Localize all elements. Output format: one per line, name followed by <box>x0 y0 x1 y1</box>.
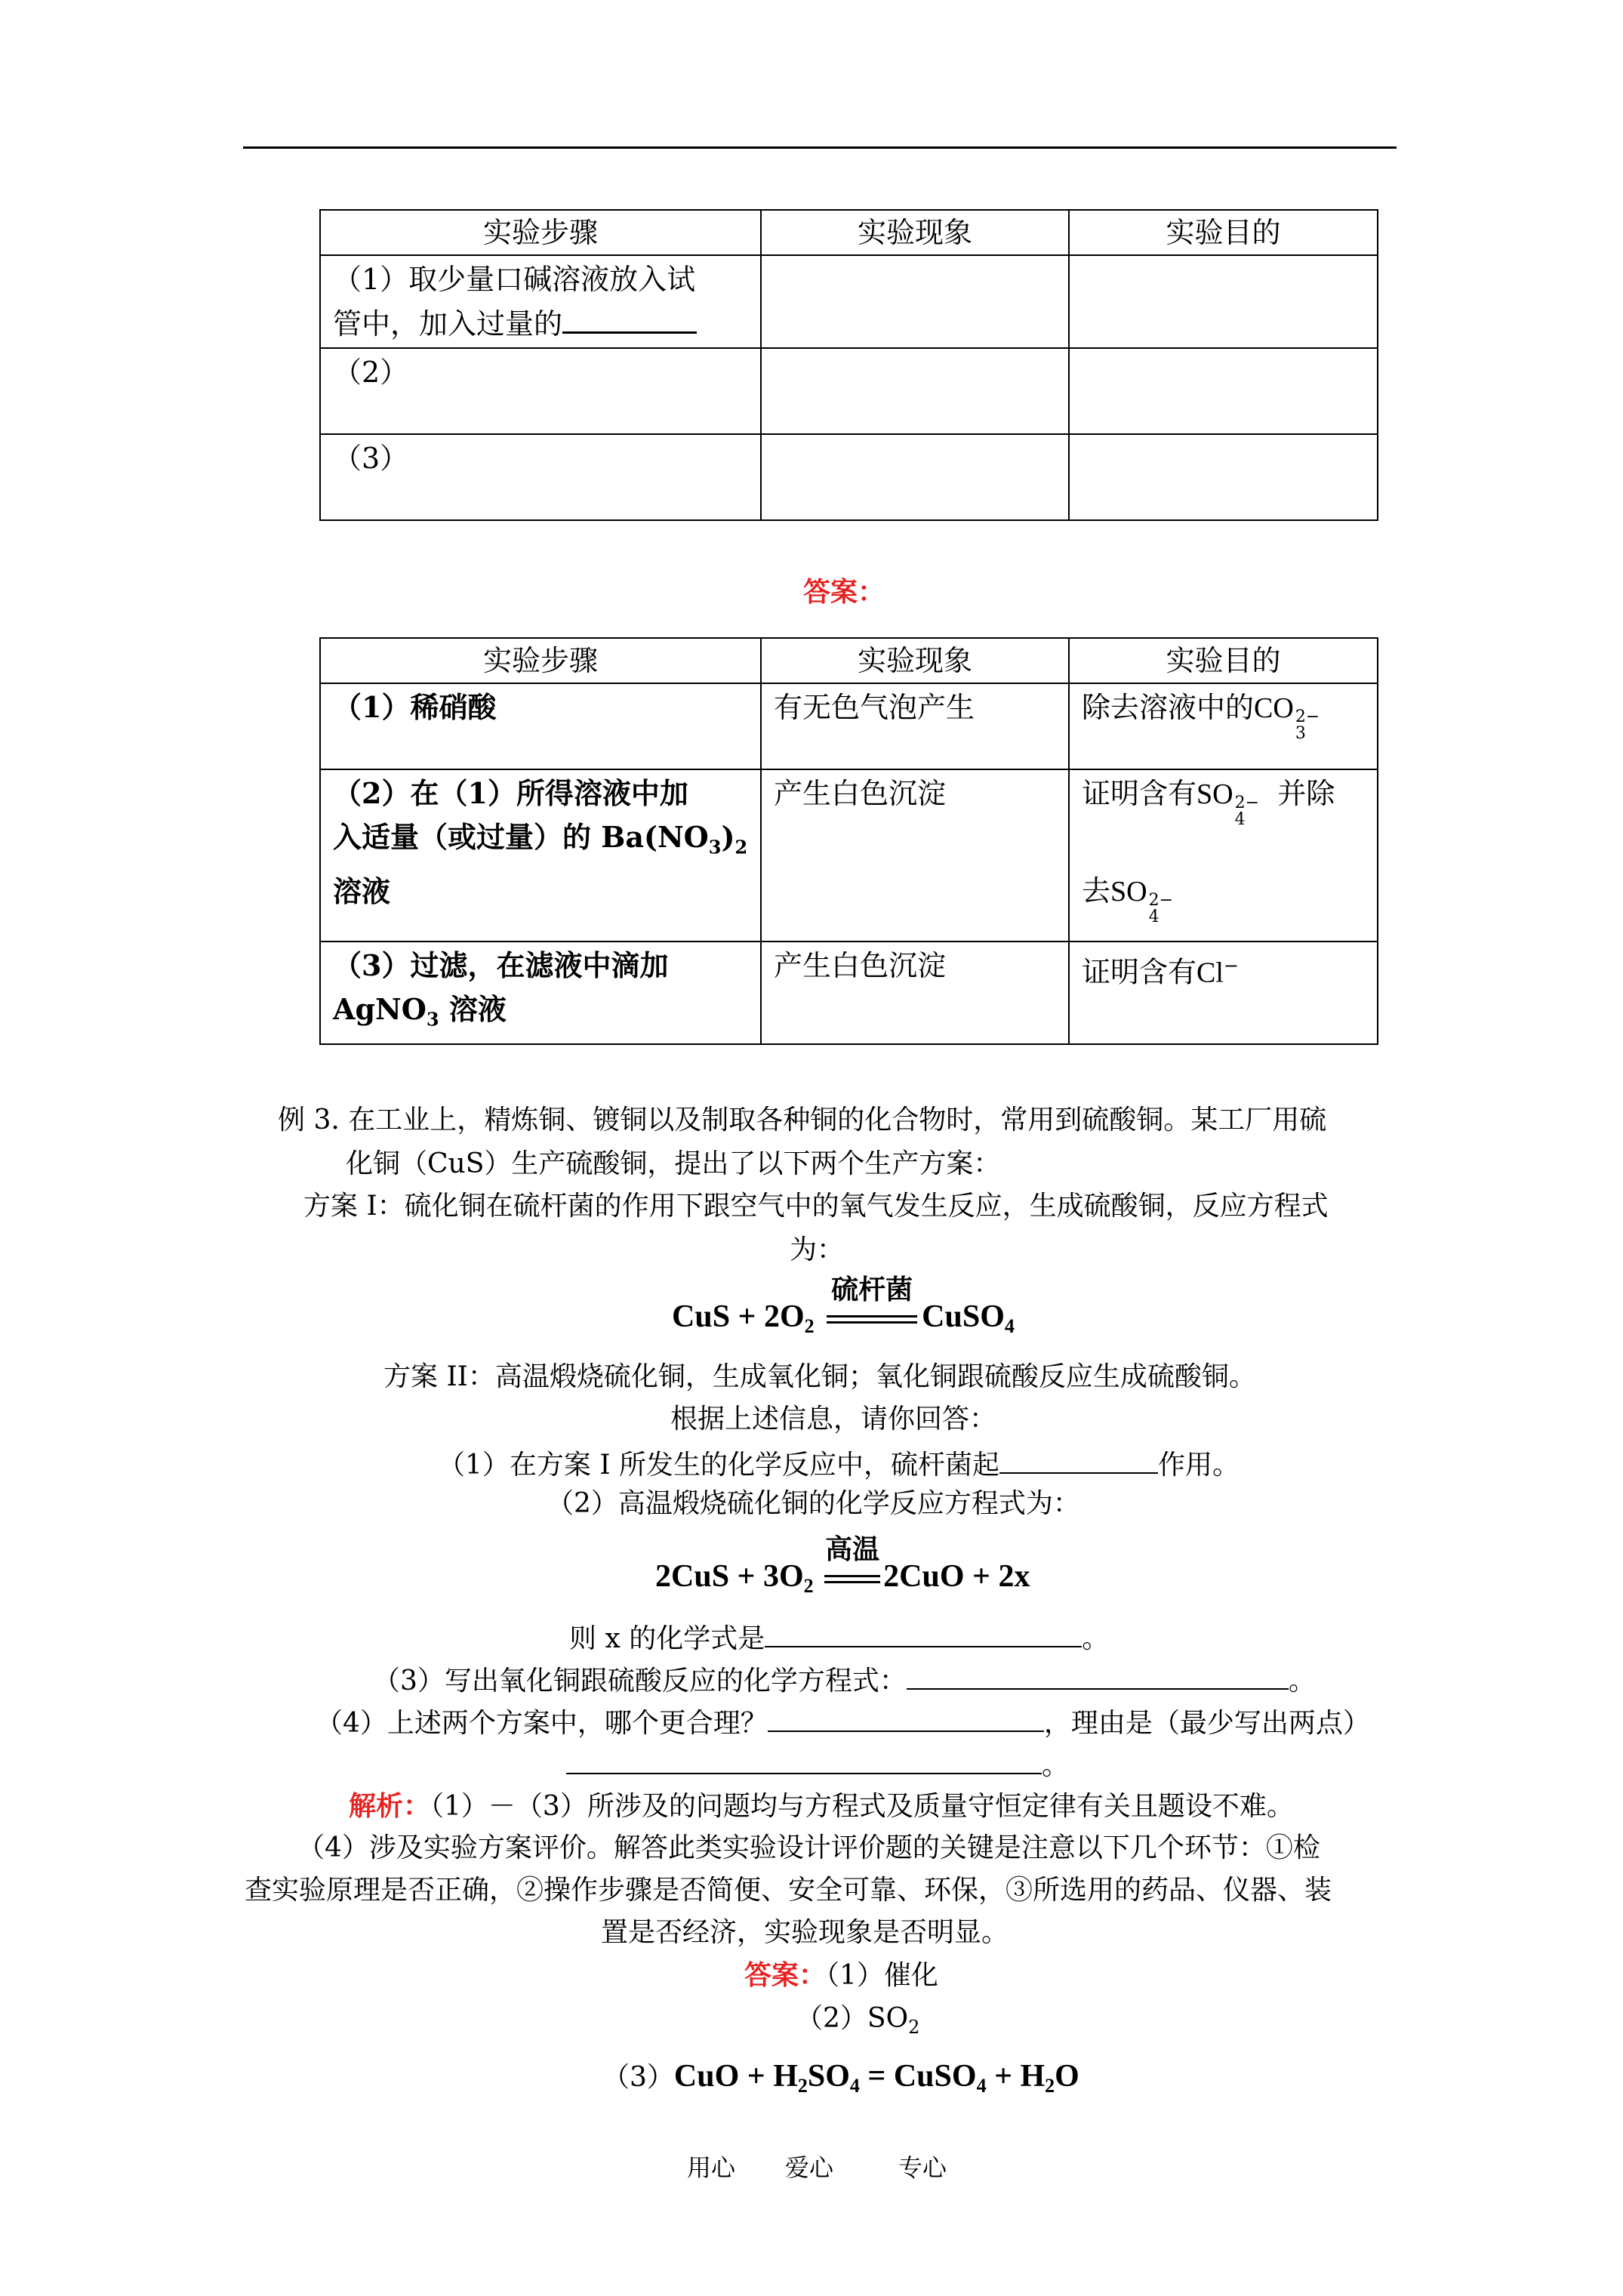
example-line: 为： <box>790 1234 845 1265</box>
analysis-line: 置是否经济，实验现象是否明显。 <box>601 1917 1009 1948</box>
table-row <box>320 434 1378 520</box>
analysis-line: （4）涉及实验方案评价。解答此类实验设计评价题的关键是注意以下几个环节：①检 <box>297 1832 1320 1863</box>
step-cell: （3） <box>320 434 761 520</box>
answer-equation: $(3)CuO + H_2SO_4$ = CuSO$_4$ + $H_2O$ <box>602 2059 1079 2097</box>
step-cell: （3）过滤，在滤液中滴加 AgNO$_3$ 溶液 <box>320 942 761 1044</box>
step-cell: （1）取少量口碱溶液放入试 管中，加入过量的 <box>320 255 761 348</box>
answer-blank[interactable] <box>907 1660 1289 1690</box>
experiment-table-blank <box>319 209 1378 521</box>
purpose-cell: 除去溶液中的CO 2− 3 <box>1069 683 1378 769</box>
answer-line: 答案：（1）催化 <box>744 1959 938 1991</box>
equation-1: CuS + $2O_2$ 硫杆菌 CuSO$_4$ <box>672 1274 1015 1337</box>
example-line: 根据上述信息，请你回答： <box>670 1404 997 1435</box>
answer-blank[interactable] <box>765 1617 1082 1647</box>
table-row <box>320 348 1378 434</box>
phenomenon-cell: 有无色气泡产生 <box>761 683 1069 769</box>
question-3: （3）写出氧化铜跟硫酸反应的化学方程式： 。 <box>373 1660 1316 1700</box>
experiment-table-answer <box>319 637 1378 1045</box>
step-cell: （2） <box>320 348 761 434</box>
step-cell: （2）在（1）所得溶液中加 入适量（或过量）的 $Ba(NO_3)_2$ 溶液 <box>320 769 761 942</box>
purpose-cell: 证明含有Cl− <box>1069 942 1378 1044</box>
example-line: 方案 II：高温煅烧硫化铜，生成氧化铜；氧化铜跟硫酸反应生成硫酸铜。 <box>383 1361 1256 1392</box>
table-header-row <box>320 638 1378 683</box>
phenomenon-cell[interactable] <box>761 255 1069 348</box>
purpose-cell[interactable] <box>1069 348 1378 434</box>
question-4: （4）上述两个方案中，哪个更合理？ ，理由是（最少写出两点） <box>316 1702 1370 1742</box>
table-row <box>320 683 1378 769</box>
header-cell: 实验步骤 <box>320 638 761 683</box>
header-cell: 实验步骤 <box>320 210 761 255</box>
answer-blank[interactable] <box>566 1744 1042 1774</box>
example-line: 方案 I：硫化铜在硫杆菌的作用下跟空气中的氧气发生反应，生成硫酸铜，反应方程式 <box>303 1191 1329 1222</box>
footer-text: 用心 <box>687 2153 736 2182</box>
footer-text: 爱心 <box>785 2153 834 2182</box>
reaction-condition-arrow: 高温 <box>824 1558 880 1595</box>
question-1: （1）在方案 I 所发生的化学反应中，硫杆菌起 作用。 <box>438 1444 1240 1484</box>
purpose-cell[interactable] <box>1069 434 1378 520</box>
footer-text: 专心 <box>898 2153 947 2182</box>
answer-blank[interactable] <box>768 1702 1044 1732</box>
table-header-row <box>320 210 1378 255</box>
header-rule <box>243 146 1397 149</box>
reaction-condition-arrow: 硫杆菌 <box>827 1299 917 1335</box>
phenomenon-cell: 产生白色沉淀 <box>761 769 1069 942</box>
question-2b: 则 x 的化学式是 。 <box>569 1617 1109 1657</box>
phenomenon-cell[interactable] <box>761 434 1069 520</box>
header-cell: 实验目的 <box>1069 210 1378 255</box>
answer-label: 答案： <box>803 576 885 608</box>
example-line: 例 3. 在工业上，精炼铜、镀铜以及制取各种铜的化合物时，常用到硫酸铜。某工厂用硫 <box>278 1105 1327 1136</box>
table-row <box>320 769 1378 942</box>
analysis-line: 查实验原理是否正确，②操作步骤是否简便、安全可靠、环保，③所选用的药品、仪器、装 <box>245 1875 1332 1906</box>
phenomenon-cell: 产生白色沉淀 <box>761 942 1069 1044</box>
analysis-line: 解析：（1）－（3）所涉及的问题均与方程式及质量守恒定律有关且题设不难。 <box>349 1790 1294 1822</box>
example-line: 化铜（CuS）生产硫酸铜，提出了以下两个生产方案： <box>346 1148 1001 1179</box>
purpose-cell: 证明含有SO 2− 4 并除 去SO 2− 4 <box>1069 769 1378 942</box>
answer-line: $(2)SO_2$ <box>796 2003 920 2039</box>
header-cell: 实验现象 <box>761 638 1069 683</box>
question-2: （2）高温煅烧硫化铜的化学反应方程式为： <box>547 1488 1080 1519</box>
phenomenon-cell[interactable] <box>761 348 1069 434</box>
answer-blank[interactable] <box>999 1444 1158 1474</box>
header-cell: 实验目的 <box>1069 638 1378 683</box>
header-cell: 实验现象 <box>761 210 1069 255</box>
step-cell: （1）稀硝酸 <box>320 683 761 769</box>
question-4-reason: 。 <box>566 1744 1069 1784</box>
purpose-cell[interactable] <box>1069 255 1378 348</box>
answer-blank[interactable] <box>562 301 697 334</box>
table-row <box>320 942 1378 1044</box>
table-row <box>320 255 1378 348</box>
equation-2: $2CuS + 3O_2$ 高温 2CuO + 2x <box>655 1534 1030 1597</box>
